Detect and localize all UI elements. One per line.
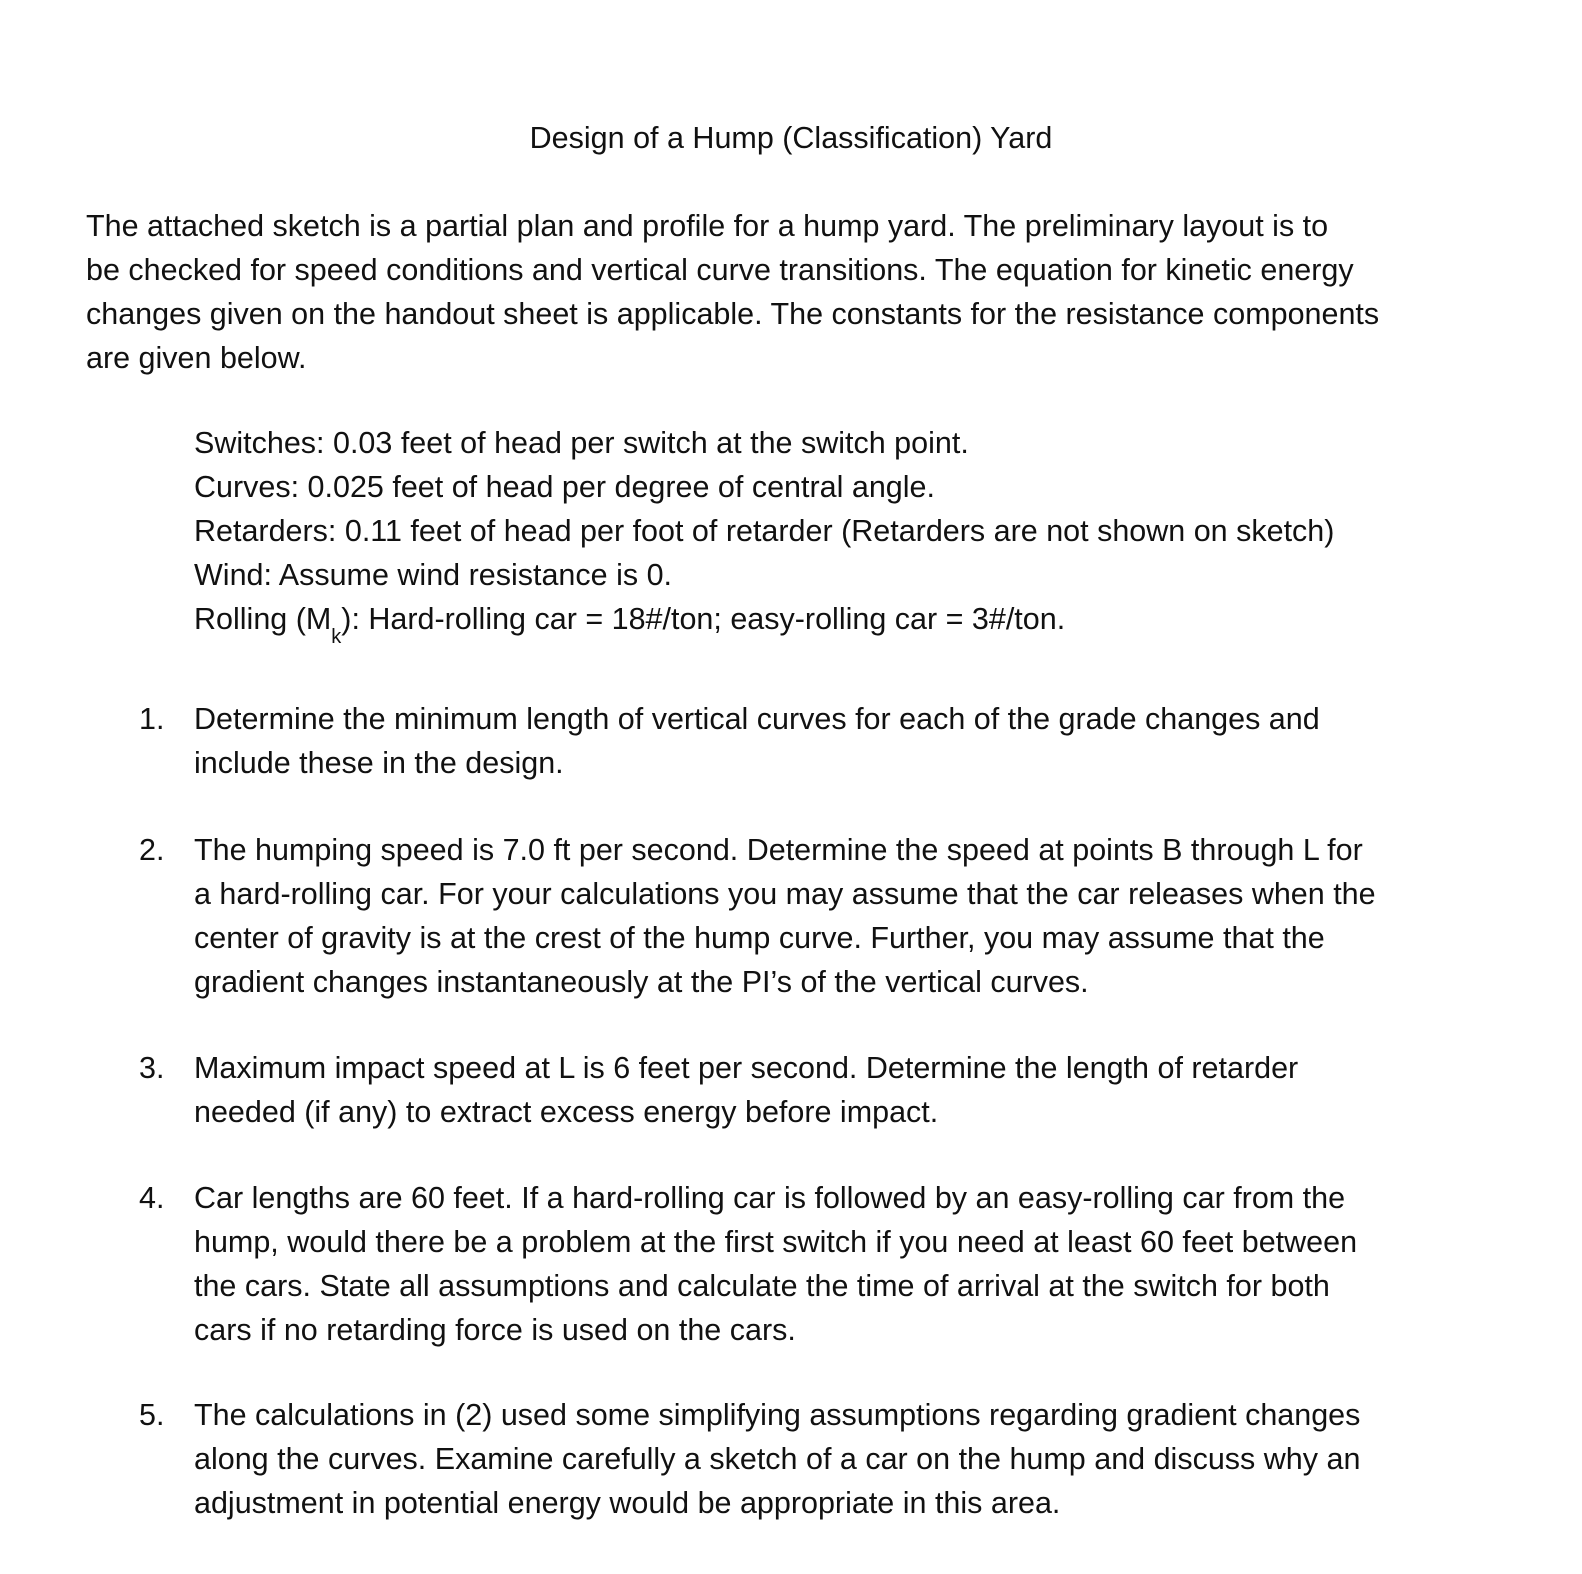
question-text bbox=[194, 1176, 1524, 1352]
intro-line: The attached sketch is a partial plan and profile for a hump yard. The preliminary layout is to bbox=[86, 209, 1329, 243]
question-line: Determine the minimum length of vertical curves for each of the grade changes and bbox=[194, 702, 1320, 736]
question-line: The humping speed is 7.0 ft per second. Determine the speed at points B through L for bbox=[194, 833, 1363, 867]
question-text bbox=[194, 697, 1524, 785]
question-number: 3. bbox=[139, 1051, 165, 1085]
question-text bbox=[194, 1393, 1524, 1525]
resistance-constants bbox=[194, 421, 1524, 648]
question-line: center of gravity is at the crest of the hump curve. Further, you may assume that the bbox=[194, 921, 1325, 955]
question-line: a hard-rolling car. For your calculations you may assume that the car releases when the bbox=[194, 877, 1376, 911]
intro-line: be checked for speed conditions and vertical curve transitions. The equation for kinetic energy bbox=[86, 253, 1354, 287]
page-title: Design of a Hump (Classification) Yard bbox=[529, 121, 1053, 155]
question-line: hump, would there be a problem at the first switch if you need at least 60 feet between bbox=[194, 1225, 1358, 1259]
question-text bbox=[194, 1046, 1524, 1134]
question-number: 4. bbox=[139, 1181, 165, 1215]
constant-retarders: Retarders: 0.11 feet of head per foot of retarder (Retarders are not shown on sketch) bbox=[194, 514, 1335, 548]
question-line: gradient changes instantaneously at the PI’s of the vertical curves. bbox=[194, 965, 1089, 999]
intro-paragraph bbox=[86, 204, 1506, 380]
question-line: adjustment in potential energy would be appropriate in this area. bbox=[194, 1486, 1061, 1520]
question-line: needed (if any) to extract excess energy before impact. bbox=[194, 1095, 939, 1129]
question-number: 1. bbox=[139, 702, 165, 736]
rolling-subscript: k bbox=[331, 626, 342, 648]
constant-switches: Switches: 0.03 feet of head per switch at the switch point. bbox=[194, 426, 969, 460]
question-line: cars if no retarding force is used on the cars. bbox=[194, 1313, 796, 1347]
constant-curves: Curves: 0.025 feet of head per degree of central angle. bbox=[194, 470, 935, 504]
constant-rolling bbox=[194, 597, 1524, 648]
question-line: along the curves. Examine carefully a sketch of a car on the hump and discuss why an bbox=[194, 1442, 1361, 1476]
intro-line: changes given on the handout sheet is applicable. The constants for the resistance components bbox=[86, 297, 1380, 331]
constant-wind: Wind: Assume wind resistance is 0. bbox=[194, 558, 673, 592]
question-line: the cars. State all assumptions and calculate the time of arrival at the switch for both bbox=[194, 1269, 1330, 1303]
question-line: Maximum impact speed at L is 6 feet per second. Determine the length of retarder bbox=[194, 1051, 1299, 1085]
intro-line: are given below. bbox=[86, 341, 307, 375]
question-line: Car lengths are 60 feet. If a hard-rolling car is followed by an easy-rolling car from the bbox=[194, 1181, 1346, 1215]
rolling-suffix: ): Hard-rolling car = 18#/ton; easy-rolling car = 3#/ton. bbox=[341, 602, 1066, 636]
question-text bbox=[194, 828, 1524, 1004]
question-line: include these in the design. bbox=[194, 746, 564, 780]
question-line: The calculations in (2) used some simplifying assumptions regarding gradient changes bbox=[194, 1398, 1361, 1432]
rolling-prefix: Rolling (M bbox=[194, 602, 332, 636]
question-number: 5. bbox=[139, 1398, 165, 1432]
question-number: 2. bbox=[139, 833, 165, 867]
